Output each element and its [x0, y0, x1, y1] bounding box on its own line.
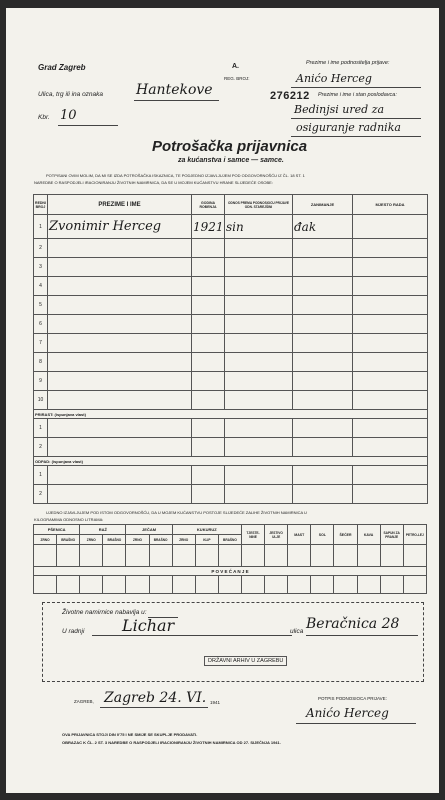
- person-row-number: 2: [34, 239, 48, 258]
- odpad-row-number: 1: [34, 466, 48, 485]
- house-underline: [58, 125, 118, 126]
- submitter-value: Anićo Herceg: [296, 72, 372, 85]
- stock-sub-flour: BRAŠNO: [218, 535, 241, 545]
- person-row-number: 4: [34, 277, 48, 296]
- reg-number: 276212: [270, 90, 310, 102]
- stock-group-wheat: PŠENICA: [34, 525, 80, 535]
- submitter-underline: [291, 87, 421, 88]
- stock-text-line-2: KILOGRAMIMA ODNOSNO LITRAMA:: [34, 517, 104, 522]
- employment-underline-2: [291, 136, 421, 137]
- odpad-row: [34, 485, 428, 504]
- person-row-number: 6: [34, 315, 48, 334]
- stock-sub-grain: ZRNO: [126, 535, 149, 545]
- street-label: Ulica, trg ili ina oznaka: [38, 91, 104, 98]
- person-occupation: đak: [293, 215, 353, 239]
- stock-increase-values-row: [34, 576, 427, 594]
- odpad-header-row: [34, 457, 428, 466]
- stock-col-salt: SOL: [311, 525, 334, 545]
- stock-text-line-1: UJEDNO IZJAVLJUJEM POD ISTOM ODGOVORNOŠĆU, DA U MOJEM KUĆANSTVU POSTOJE SLIJEDEĆE ZALIHE ŽIVOTNIH NAMIRNICA U: [46, 510, 307, 515]
- col-birth-year: GODINA ROĐENJA: [192, 195, 225, 215]
- stock-col-lard: MAST: [288, 525, 311, 545]
- person-row: [34, 277, 428, 296]
- shop-street-value: Beračnica 28: [306, 616, 400, 632]
- street-value: Hantekove: [136, 82, 213, 98]
- year-suffix: 1941: [210, 700, 221, 705]
- person-row: [34, 372, 428, 391]
- persons-header-row: [34, 195, 428, 215]
- person-relation: sin: [225, 215, 293, 239]
- person-row: [34, 353, 428, 372]
- stock-table: [33, 524, 427, 594]
- person-row: [34, 315, 428, 334]
- person-row: [34, 296, 428, 315]
- person-row: [34, 239, 428, 258]
- stock-col-coffee: KAVA: [357, 525, 380, 545]
- person-row-number: 1: [34, 215, 48, 239]
- reg-label: REG. BROJ:: [224, 76, 250, 81]
- form-title: Potrošačka prijavnica: [152, 138, 308, 155]
- place-label: ZAGREB,: [74, 699, 94, 704]
- stock-group-corn: KUKURUZ: [172, 525, 241, 535]
- stock-sub-grain: ZRNO: [172, 535, 195, 545]
- col-relation: ODNOS PREMA PODNOSIOCU PRIJAVE ODN. STAREJŠINI: [225, 195, 293, 215]
- employment-value-2: osiguranje radnika: [296, 121, 401, 134]
- person-row-number: 5: [34, 296, 48, 315]
- form-note: OBRAZAC K ČL. 2 ST. 3 NAREDBE O RASPODJELI IRACIONIRANJU ŽIVOTNIH NAMIRNICA OD 27. SIJEČNJA 1941.: [62, 740, 281, 745]
- archive-stamp: DRŽAVNI ARHIV U ZAGREBU: [204, 656, 287, 666]
- person-row-number: 9: [34, 372, 48, 391]
- person-row: [34, 391, 428, 410]
- person-workplace: [353, 215, 428, 239]
- form-subtitle: za kućanstva i samce — samce.: [178, 157, 284, 164]
- submitter-label: Prezime i ime podnositelja prijave:: [306, 60, 390, 66]
- signature-value: Anićo Herceg: [306, 706, 389, 720]
- signature-underline: [296, 723, 416, 724]
- stock-increase-row: [34, 567, 427, 576]
- odpad-row: [34, 466, 428, 485]
- person-row: [34, 258, 428, 277]
- stock-sub-flour: BRAŠNO: [103, 535, 126, 545]
- shop-underline: [92, 635, 292, 636]
- prirast-row: [34, 438, 428, 457]
- stock-col-petroleum: PETRO-LEJ: [403, 525, 426, 545]
- stock-sub-flour: BRAŠNO: [149, 535, 172, 545]
- person-row-number: 10: [34, 391, 48, 410]
- col-ordinal: REDNI BROJ: [34, 195, 48, 215]
- employment-underline-1: [291, 118, 421, 119]
- col-workplace: MJESTO RADA: [353, 195, 428, 215]
- stock-sub-grain: ZRNO: [80, 535, 103, 545]
- shop-street-underline: [306, 635, 418, 636]
- stock-col-pasta: TJESTE-NINE: [241, 525, 264, 545]
- stock-increase-label: P O V E Ć A N J E: [34, 567, 427, 576]
- person-row: [34, 334, 428, 353]
- city-label: Grad Zagreb: [38, 63, 86, 72]
- stock-col-oil: JESTIVO ULJE: [265, 525, 288, 545]
- odpad-label: ODPAD: (ispunjava vlast): [34, 457, 428, 466]
- section-letter: A.: [232, 63, 239, 70]
- prirast-row: [34, 419, 428, 438]
- prirast-row-number: 2: [34, 438, 48, 457]
- date-underline: [100, 707, 208, 708]
- stock-sub-cob: KLIP: [195, 535, 218, 545]
- odpad-row-number: 2: [34, 485, 48, 504]
- shop-street-label: ulica: [290, 628, 304, 635]
- stock-group-rye: RAŽ: [80, 525, 126, 535]
- prirast-header-row: [34, 410, 428, 419]
- signature-label: POTPIS PODNOSIOCA PRIJAVE:: [318, 696, 387, 701]
- persons-table: [33, 194, 428, 504]
- person-row-number: 8: [34, 353, 48, 372]
- stock-values-row: [34, 545, 427, 567]
- col-name: PREZIME I IME: [48, 195, 192, 215]
- shop-value: Lichar: [122, 616, 175, 635]
- date-value: Zagreb 24. VI.: [104, 690, 207, 706]
- stock-col-soap: SAPUN ZA PRANJE: [380, 525, 403, 545]
- stock-sub-grain: ZRNO: [34, 535, 57, 545]
- stock-col-sugar: ŠEĆER: [334, 525, 357, 545]
- person-row-number: 3: [34, 258, 48, 277]
- employment-value-1: Bedinjsi ured za: [294, 103, 385, 116]
- intro-text-line-1: POTPISANI OVIM MOLIM, DA MI SE IZDA POTROŠAČKA ISKAZNICA, TE PODJEDNO IZJAVLJUJEM POD ODGOVORNOŠĆU IZ ČL. 18 ST. 1: [46, 173, 305, 178]
- prirast-row-number: 1: [34, 419, 48, 438]
- person-row: [34, 215, 428, 239]
- employment-label: Prezime i ime i stan poslodavca:: [318, 92, 397, 98]
- house-label: Kbr.: [38, 114, 50, 121]
- street-underline: [134, 100, 219, 101]
- price-note: OVA PRIJAVNICA STOJI DIN 0'75 I NE SMIJE SE SKUPLJE PRODAVATI.: [62, 732, 198, 737]
- person-row-number: 7: [34, 334, 48, 353]
- supply-label: Životne namirnice nabavlja u:: [62, 609, 147, 616]
- stock-sub-flour: BRAŠNO: [57, 535, 80, 545]
- prirast-label: PRIRAST: (ispunjava vlast): [34, 410, 428, 419]
- form-sheet: [6, 8, 439, 793]
- stock-group-barley: JEČAM: [126, 525, 172, 535]
- shop-label: U radnji: [62, 628, 85, 635]
- person-birth-year: 1921: [192, 215, 225, 239]
- col-occupation: ZANIMANJE: [293, 195, 353, 215]
- person-name: Zvonimir Herceg: [48, 215, 192, 239]
- intro-text-line-2: NAREDBE O RASPODJELI IRACIONIRANJU ŽIVOTNIH NAMIRNICA, DA SE U MOJEM KUĆANSTVU HRANE SLIJEDEĆE OSOBE:: [34, 180, 273, 185]
- house-value: 10: [60, 108, 77, 123]
- stock-group-row: [34, 525, 427, 535]
